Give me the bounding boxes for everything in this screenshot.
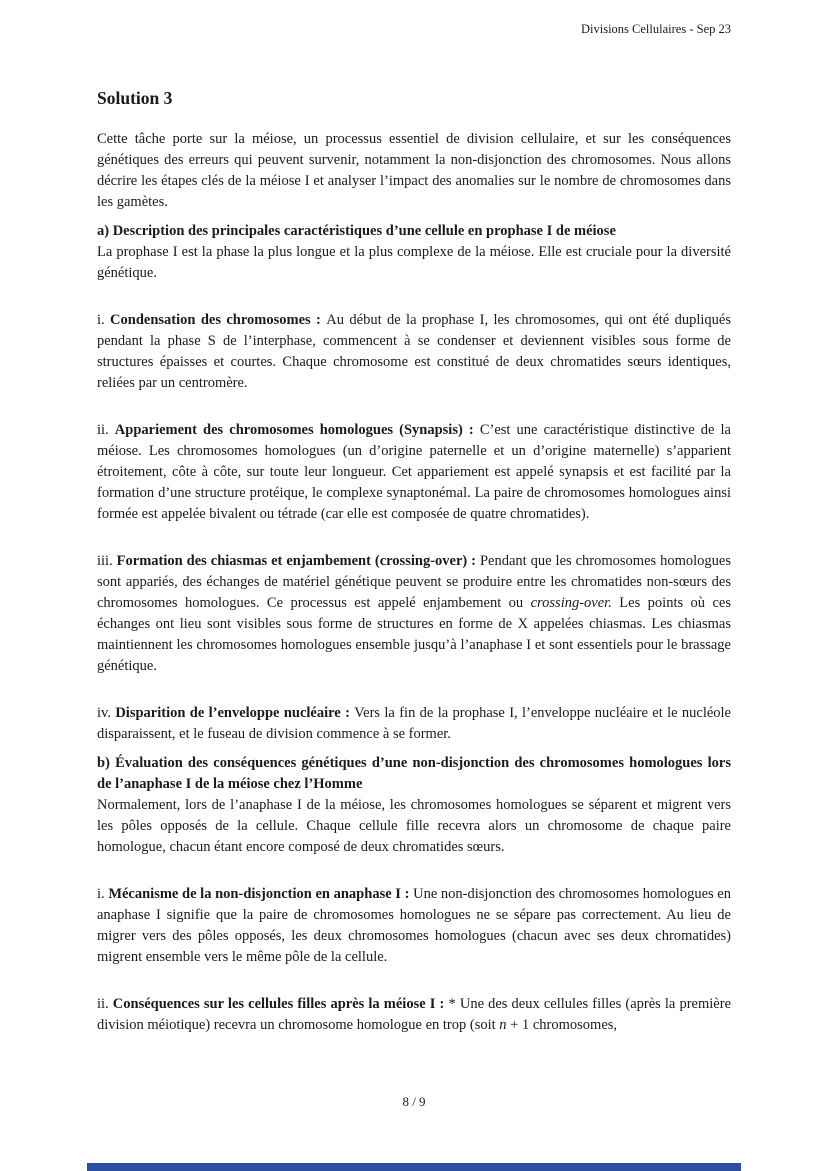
text-run: Conséquences sur les cellules filles après la méiose I :	[112, 996, 449, 1012]
text-run: ii.	[97, 422, 115, 438]
text-run: crossing-over.	[530, 595, 612, 611]
paragraph-b-body	[97, 795, 731, 858]
text-run: Condensation des chromosomes :	[110, 312, 327, 328]
text-run: La prophase I est la phase la plus longue et la plus complexe de la méiose. Elle est cruciale pour la diversité génétique.	[97, 244, 731, 281]
text-run: C’est une caractéristique distinctive de la méiose. Les chromosomes homologues (un d’origine paternelle et un d’origine maternelle) s’apparient étroitement, côte à côte, sur toute leur longueur. Cet appariement est appelé synapsis et est facilité par la formation d’une structure protéique, le complexe synaptonémal. La paire de chromosomes homologues ainsi formée est appelée bivalent ou tétrade (car elle est composée de quatre chromatides).	[97, 422, 731, 522]
section-title: Solution 3	[97, 88, 173, 108]
text-run: * Une des deux cellules filles (après la première division méiotique) recevra un chromosome homologue en trop (soit	[97, 996, 732, 1033]
intro-paragraph	[97, 129, 731, 213]
document-body	[97, 129, 731, 1036]
text-run: Au début de la prophase I, les chromosomes, qui ont été dupliqués pendant la phase S de l’interphase, commencent à se condenser et deviennent visibles sous forme de structures épaisses et courtes. Chaque chromosome est constitué de deux chromatides sœurs identiques, reliées par un centromère.	[97, 312, 731, 391]
text-run: b) Évaluation des conséquences génétiques d’une non-disjonction des chromosomes homologues lors de l’anaphase I de la méiose chez l’Homme	[97, 755, 731, 792]
text-run: Une non-disjonction des chromosomes homologues en anaphase I signifie que la paire de chromosomes homologues ne se sépare pas correctement. Au lieu de migrer vers des pôles opposés, les deux chromosomes homologues (chacun avec ses deux chromatides) migrent ensemble vers le même pôle de la cellule.	[97, 886, 731, 965]
text-run: iv.	[97, 705, 116, 721]
heading-a	[97, 221, 731, 242]
page-number: 8 / 9	[402, 1094, 426, 1109]
item-iv-enveloppe	[97, 703, 731, 745]
text-run: Disparition de l’enveloppe nucléaire :	[115, 705, 355, 721]
item-i-mecanisme	[97, 884, 731, 968]
text-run: Pendant que les chromosomes homologues sont appariés, des échanges de matériel génétique peuvent se produire entre les chromatides non-sœurs des chromosomes homologues. Ce processus est appelé enjambement ou	[97, 553, 731, 611]
text-run: Les points où ces échanges ont lieu sont visibles sous forme de structures en forme de X appelées chiasmas. Les chiasmas maintiennent les chromosomes homologues ensemble jusqu’à l’anaphase I et sont essentiels pour le brassage génétique.	[97, 595, 732, 674]
text-run: Vers la fin de la prophase I, l’enveloppe nucléaire et le nucléole disparaissent, et le fuseau de division commence à se former.	[97, 705, 731, 742]
heading-b	[97, 753, 731, 795]
item-ii-consequences	[97, 994, 731, 1036]
text-run: iii.	[97, 553, 117, 569]
text-run: i.	[97, 312, 111, 328]
text-run: Appariement des chromosomes homologues (Synapsis) :	[114, 422, 480, 438]
page-break-bar	[87, 1163, 741, 1171]
item-iii-chiasmas	[97, 551, 731, 677]
text-run: Normalement, lors de l’anaphase I de la méiose, les chromosomes homologues se séparent et migrent vers les pôles opposés de la cellule. Chaque cellule fille recevra alors un chromosome de chaque paire homologue, chacun étant encore composé de deux chromatides sœurs.	[97, 797, 731, 855]
text-run: a) Description des principales caractéristiques d’une cellule en prophase I de méiose	[97, 223, 616, 239]
text-run: Cette tâche porte sur la méiose, un processus essentiel de division cellulaire, et sur les conséquences génétiques des erreurs qui peuvent survenir, notamment la non-disjonction des chromosomes. Nous allons décrire les étapes clés de la méiose I et analyser l’impact des anomalies sur le nombre de chromosomes dans les gamètes.	[97, 131, 731, 210]
text-run: + 1 chromosomes,	[506, 1017, 618, 1033]
text-run: Mécanisme de la non-disjonction en anaphase I :	[108, 886, 414, 902]
text-run: n	[499, 1017, 507, 1033]
text-run: ii.	[97, 996, 113, 1012]
running-header: Divisions Cellulaires - Sep 23	[581, 22, 731, 36]
paragraph-a-body	[97, 242, 731, 284]
text-run: Formation des chiasmas et enjambement (crossing-over) :	[116, 553, 480, 569]
item-ii-appariement	[97, 420, 731, 525]
document-content	[97, 88, 731, 1036]
text-run: i.	[97, 886, 109, 902]
item-i-condensation	[97, 310, 731, 394]
